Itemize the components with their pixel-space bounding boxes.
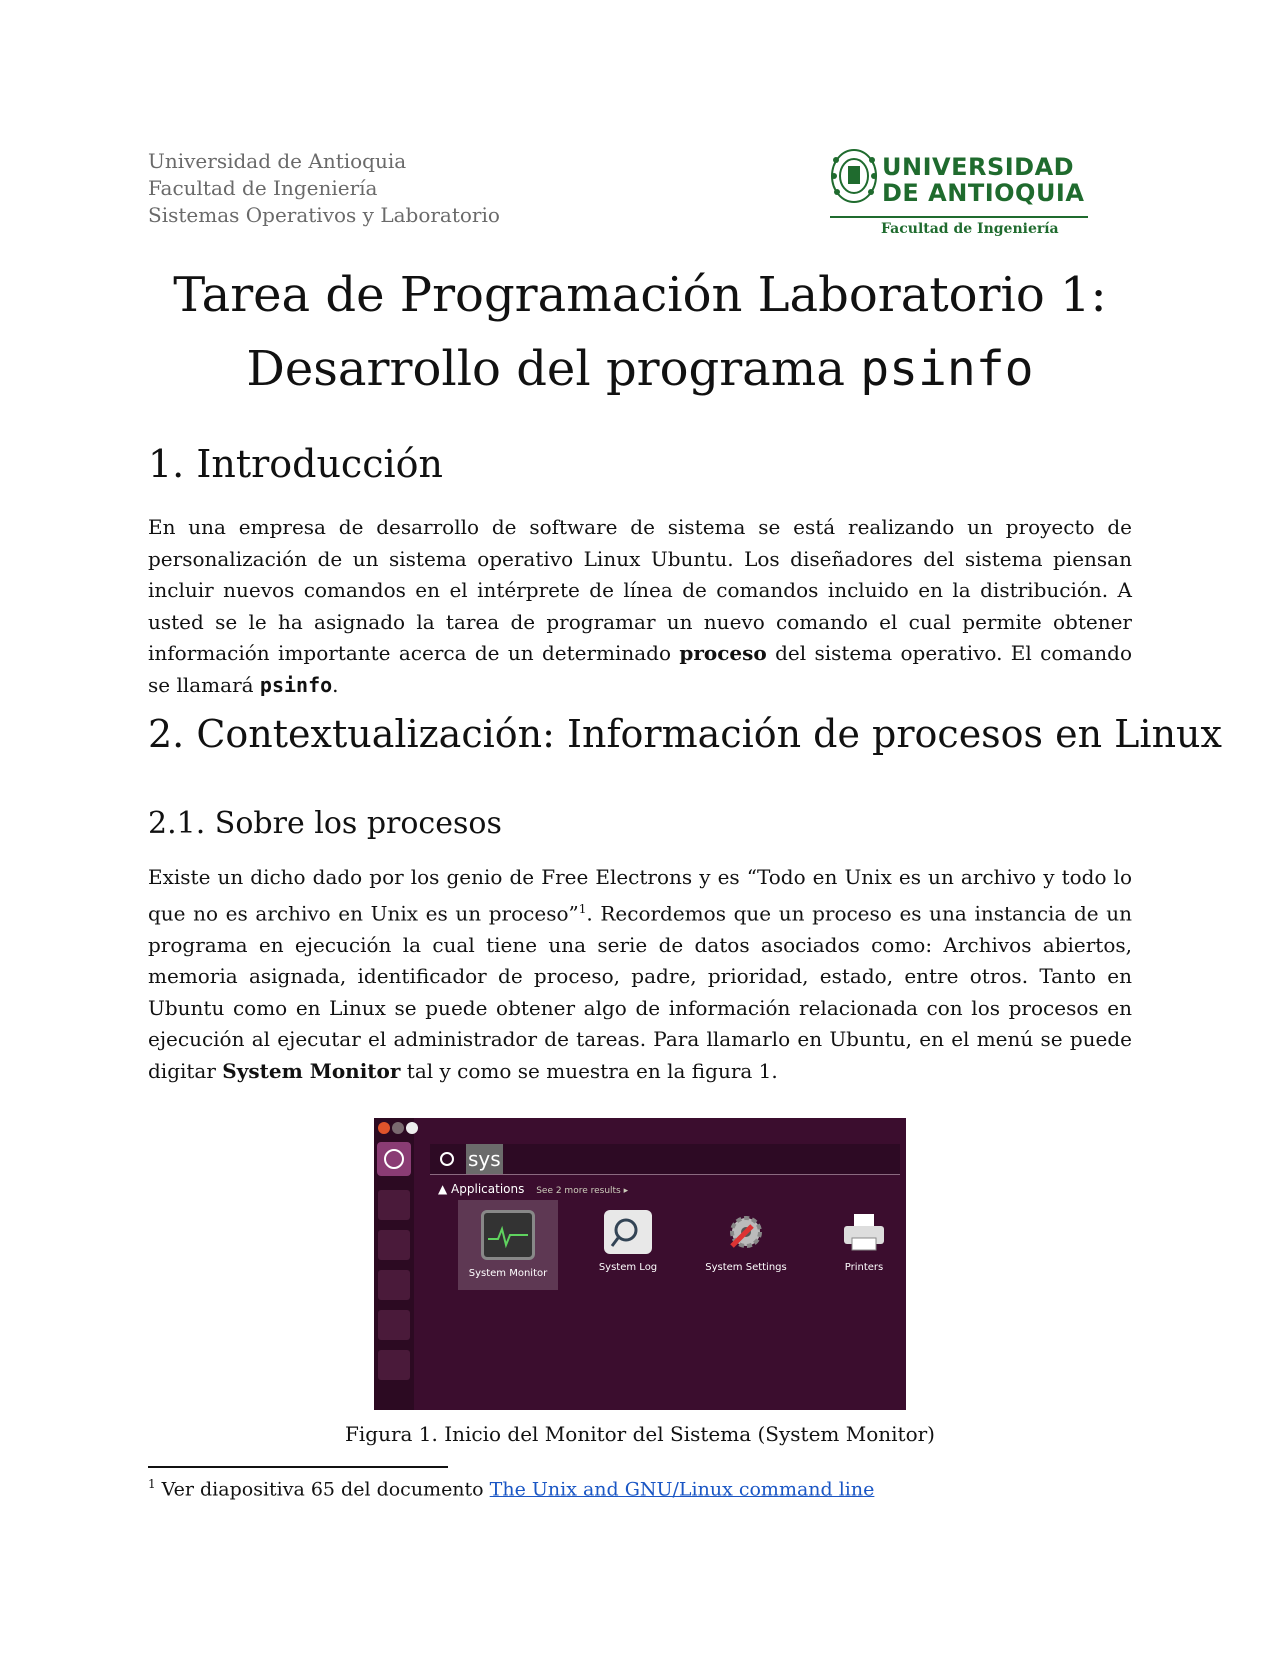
app-system-log[interactable]	[578, 1200, 678, 1290]
launcher-item-icon[interactable]	[378, 1310, 410, 1340]
figure-1-caption: Figura 1. Inicio del Monitor del Sistema (System Monitor)	[345, 1422, 935, 1446]
dash-search-input[interactable]: sys	[466, 1144, 503, 1174]
footnote-1	[148, 1477, 874, 1500]
launcher-item-icon[interactable]	[378, 1350, 410, 1380]
ubuntu-launcher	[374, 1118, 414, 1410]
footnote-ref[interactable]: 1	[578, 901, 587, 916]
footnote-separator	[148, 1466, 448, 1468]
system-monitor-icon	[481, 1210, 535, 1260]
app-printers[interactable]	[814, 1200, 906, 1290]
section-2-heading: 2. Contextualización: Información de procesos en Linux	[148, 712, 1222, 756]
footnote-text: Ver diapositiva 65 del documento	[155, 1478, 490, 1501]
search-clear-icon[interactable]	[440, 1152, 454, 1166]
logo-divider	[830, 216, 1088, 218]
institution-line-1: Universidad de Antioquia	[148, 149, 407, 173]
maximize-window-icon[interactable]	[406, 1122, 418, 1134]
processes-bold-system-monitor: System Monitor	[222, 1058, 401, 1083]
magnifier-icon	[604, 1210, 652, 1254]
title-line-2-text: Desarrollo del programa	[246, 341, 861, 397]
intro-bold-proceso: proceso	[679, 641, 767, 665]
figure-1-screenshot	[374, 1118, 906, 1410]
minimize-window-icon[interactable]	[392, 1122, 404, 1134]
logo-wordmark	[882, 154, 1084, 206]
logo-subtitle: Facultad de Ingeniería	[881, 221, 1059, 237]
title-line-2	[148, 332, 1132, 406]
app-label: Printers	[844, 1262, 884, 1273]
app-label: System Settings	[705, 1262, 787, 1273]
app-system-monitor[interactable]	[458, 1200, 558, 1290]
section-1-heading: 1. Introducción	[148, 442, 444, 486]
logo-line-2: DE ANTIOQUIA	[882, 179, 1085, 207]
logo-line-1: UNIVERSIDAD	[882, 153, 1075, 181]
applications-label: Applications	[451, 1182, 525, 1196]
intro-text-end: .	[332, 672, 339, 697]
title-line-1: Tarea de Programación Laboratorio 1:	[173, 267, 1107, 323]
document-title	[148, 258, 1132, 406]
app-label: System Monitor	[468, 1268, 548, 1279]
launcher-item-icon[interactable]	[378, 1230, 410, 1260]
launcher-item-icon[interactable]	[378, 1270, 410, 1300]
institution-line-2: Facultad de Ingeniería	[148, 176, 378, 200]
intro-text-middle: del sistema operativo. El comando se llamará	[148, 641, 1132, 697]
close-window-icon[interactable]	[378, 1122, 390, 1134]
university-logo	[826, 146, 1092, 240]
printer-icon	[840, 1210, 888, 1254]
processes-text-2: . Recordemos que un proceso es una instancia de un programa en ejecución la cual tiene una serie de datos asociados como: Archivos abiertos, memoria asignada, identificador de proceso, padre, prioridad, estado, entre otros. Tanto en Ubuntu como en Linux se puede obtener algo de información relacionada con los procesos en ejecución al ejecutar el administrador de tareas. Para llamarlo en Ubuntu, en el menú se puede digitar	[148, 901, 1132, 1083]
dash-search-bar[interactable]	[430, 1144, 900, 1175]
institution-line-3: Sistemas Operativos y Laboratorio	[148, 203, 500, 227]
section-1-paragraph	[148, 512, 1132, 701]
section-2-1-heading: 2.1. Sobre los procesos	[148, 806, 502, 841]
title-code: psinfo	[860, 341, 1034, 397]
gear-wrench-icon	[722, 1210, 770, 1254]
processes-text-3: tal y como se muestra en la figura 1.	[400, 1058, 778, 1083]
dash-home-icon[interactable]	[377, 1142, 411, 1176]
processes-text-1: Existe un dicho dado por los genio de Free Electrons y es “Todo en Unix es un archivo y todo lo que no es archivo en Unix es un proceso”	[148, 865, 1132, 926]
app-label: System Log	[598, 1262, 658, 1273]
footnote-number: 1	[148, 1477, 156, 1491]
app-system-settings[interactable]	[696, 1200, 796, 1290]
applications-category[interactable]	[438, 1182, 628, 1196]
footnote-link[interactable]: The Unix and GNU/Linux command line	[489, 1478, 875, 1501]
section-2-1-paragraph	[148, 862, 1132, 1087]
intro-text: En una empresa de desarrollo de software de sistema se está realizando un proyecto de personalización de un sistema operativo Linux Ubuntu. Los diseñadores del sistema piensan incluir nuevos comandos en el intérprete de línea de comandos incluido en la distribución. A usted se le ha asignado la tarea de programar un nuevo comando el cual permite obtener información importante acerca de un determinado	[148, 515, 1132, 665]
applications-icon: ▲	[438, 1182, 452, 1196]
launcher-item-icon[interactable]	[378, 1190, 410, 1220]
intro-code-psinfo: psinfo	[259, 672, 333, 697]
institution-header	[148, 148, 500, 229]
more-results-link[interactable]: See 2 more results ▸	[536, 1186, 629, 1196]
university-seal-icon	[828, 146, 880, 210]
